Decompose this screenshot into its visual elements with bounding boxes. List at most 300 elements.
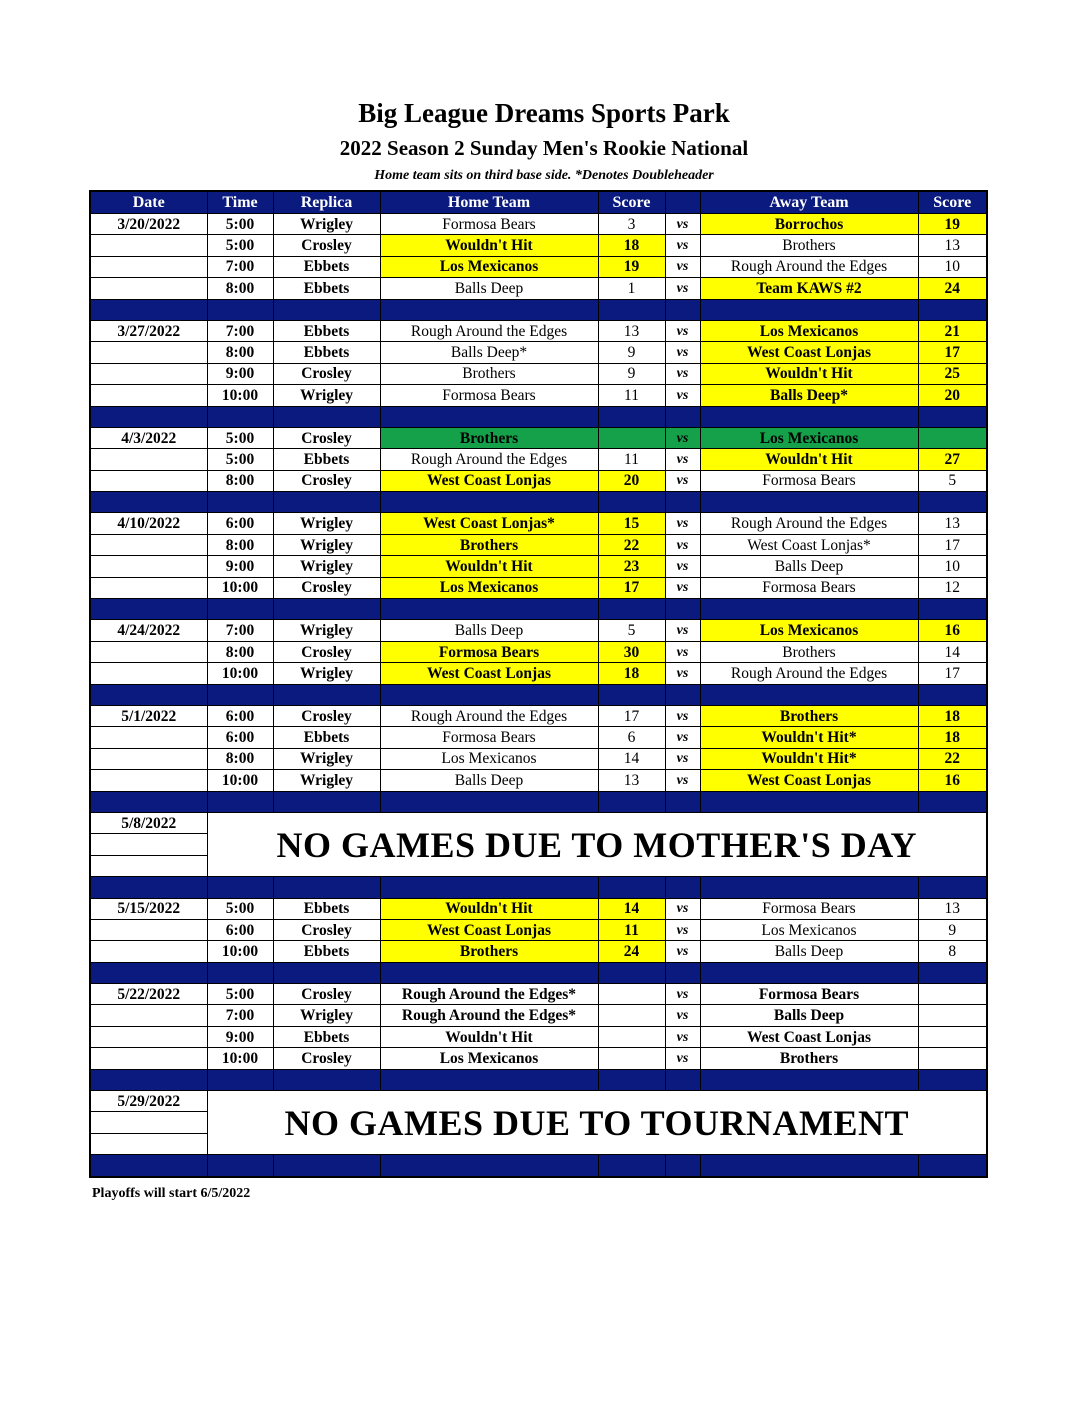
home-score-cell: 11	[598, 449, 665, 470]
date-cell	[90, 363, 207, 384]
date-cell: 4/3/2022	[90, 427, 207, 448]
separator-cell	[90, 877, 207, 898]
away-team-cell: Wouldn't Hit	[700, 363, 918, 384]
replica-cell: Wrigley	[273, 214, 380, 235]
away-score-cell: 18	[918, 705, 987, 726]
separator-cell	[273, 1069, 380, 1090]
separator-cell	[700, 962, 918, 983]
away-team-cell: Balls Deep	[700, 941, 918, 962]
time-cell: 10:00	[207, 941, 273, 962]
home-team-cell: Balls Deep	[380, 278, 598, 299]
separator-cell	[90, 1155, 207, 1177]
replica-cell: Wrigley	[273, 534, 380, 555]
vs-cell: vs	[665, 748, 700, 769]
away-team-cell: Formosa Bears	[700, 898, 918, 919]
home-score-cell	[598, 1026, 665, 1047]
date-cell: 5/29/2022	[90, 1091, 207, 1112]
away-score-cell	[918, 427, 987, 448]
away-score-cell: 24	[918, 278, 987, 299]
separator-cell	[598, 877, 665, 898]
home-score-cell: 6	[598, 727, 665, 748]
separator-cell	[207, 599, 273, 620]
separator-cell	[700, 1155, 918, 1177]
game-row	[90, 235, 987, 256]
game-row	[90, 214, 987, 235]
schedule-table	[89, 190, 988, 1178]
away-team-cell: Wouldn't Hit*	[700, 748, 918, 769]
game-row	[90, 278, 987, 299]
date-cell	[90, 449, 207, 470]
away-score-cell: 10	[918, 256, 987, 277]
separator-cell	[207, 962, 273, 983]
replica-cell: Wrigley	[273, 1005, 380, 1026]
separator-cell	[380, 791, 598, 812]
vs-cell: vs	[665, 705, 700, 726]
home-team-cell: Wouldn't Hit	[380, 1026, 598, 1047]
separator-cell	[918, 406, 987, 427]
separator-cell	[207, 1155, 273, 1177]
home-team-cell: Brothers	[380, 363, 598, 384]
away-score-cell: 18	[918, 727, 987, 748]
separator-cell	[273, 492, 380, 513]
replica-cell: Wrigley	[273, 556, 380, 577]
separator-cell	[273, 299, 380, 320]
home-score-cell: 18	[598, 235, 665, 256]
game-row	[90, 941, 987, 962]
vs-cell: vs	[665, 663, 700, 684]
no-games-row	[90, 812, 987, 833]
separator-cell	[918, 492, 987, 513]
away-score-cell: 17	[918, 534, 987, 555]
home-score-cell: 13	[598, 320, 665, 341]
home-team-cell: West Coast Lonjas*	[380, 513, 598, 534]
vs-cell: vs	[665, 235, 700, 256]
vs-cell: vs	[665, 385, 700, 406]
time-cell: 6:00	[207, 513, 273, 534]
game-row	[90, 470, 987, 491]
away-team-cell: Formosa Bears	[700, 577, 918, 598]
time-cell: 10:00	[207, 1048, 273, 1069]
replica-cell: Crosley	[273, 577, 380, 598]
time-cell: 9:00	[207, 1026, 273, 1047]
away-score-cell	[918, 984, 987, 1005]
separator-cell	[700, 492, 918, 513]
separator-cell	[700, 684, 918, 705]
away-score-cell: 12	[918, 577, 987, 598]
header-away-score: Score	[918, 191, 987, 214]
separator-cell	[598, 492, 665, 513]
game-row	[90, 748, 987, 769]
date-cell: 3/20/2022	[90, 214, 207, 235]
separator-cell	[90, 406, 207, 427]
separator-cell	[90, 684, 207, 705]
away-team-cell: Rough Around the Edges	[700, 256, 918, 277]
away-team-cell: Brothers	[700, 705, 918, 726]
game-row	[90, 427, 987, 448]
replica-cell: Ebbets	[273, 898, 380, 919]
separator-cell	[665, 492, 700, 513]
separator-cell	[918, 791, 987, 812]
game-row	[90, 1026, 987, 1047]
home-score-cell: 23	[598, 556, 665, 577]
date-cell: 5/15/2022	[90, 898, 207, 919]
away-score-cell	[918, 1005, 987, 1026]
home-team-cell: Formosa Bears	[380, 385, 598, 406]
away-team-cell: Wouldn't Hit	[700, 449, 918, 470]
time-cell: 6:00	[207, 919, 273, 940]
vs-cell: vs	[665, 470, 700, 491]
separator-cell	[665, 406, 700, 427]
separator-cell	[380, 599, 598, 620]
game-row	[90, 556, 987, 577]
replica-cell: Crosley	[273, 1048, 380, 1069]
vs-cell: vs	[665, 320, 700, 341]
replica-cell: Ebbets	[273, 727, 380, 748]
separator-cell	[700, 1069, 918, 1090]
away-team-cell: West Coast Lonjas*	[700, 534, 918, 555]
separator-cell	[665, 1069, 700, 1090]
no-games-message: NO GAMES DUE TO MOTHER'S DAY	[207, 812, 987, 876]
vs-cell: vs	[665, 513, 700, 534]
time-cell: 5:00	[207, 449, 273, 470]
game-row	[90, 256, 987, 277]
empty-date-cell	[90, 1112, 207, 1133]
date-cell	[90, 470, 207, 491]
separator-cell	[918, 299, 987, 320]
replica-cell: Crosley	[273, 235, 380, 256]
vs-cell: vs	[665, 1026, 700, 1047]
time-cell: 8:00	[207, 748, 273, 769]
time-cell: 9:00	[207, 556, 273, 577]
separator-cell	[273, 962, 380, 983]
home-score-cell: 17	[598, 705, 665, 726]
home-team-cell: Wouldn't Hit	[380, 235, 598, 256]
separator-cell	[273, 1155, 380, 1177]
away-team-cell: Brothers	[700, 235, 918, 256]
away-team-cell: Formosa Bears	[700, 984, 918, 1005]
home-team-cell: Rough Around the Edges	[380, 705, 598, 726]
vs-cell: vs	[665, 449, 700, 470]
date-cell	[90, 641, 207, 662]
separator-cell	[90, 962, 207, 983]
away-team-cell: West Coast Lonjas	[700, 342, 918, 363]
page-subtitle: 2022 Season 2 Sunday Men's Rookie National	[339, 136, 749, 160]
home-team-cell: Balls Deep	[380, 770, 598, 791]
separator-cell	[598, 1155, 665, 1177]
header-row	[90, 191, 987, 214]
separator-cell	[598, 684, 665, 705]
home-score-cell	[598, 984, 665, 1005]
home-team-cell: Los Mexicanos	[380, 256, 598, 277]
playoffs-note: Playoffs will start 6/5/2022	[92, 1186, 251, 1201]
away-team-cell: Team KAWS #2	[700, 278, 918, 299]
date-cell	[90, 1048, 207, 1069]
away-team-cell: Los Mexicanos	[700, 427, 918, 448]
vs-cell: vs	[665, 620, 700, 641]
away-team-cell: Brothers	[700, 1048, 918, 1069]
separator-cell	[598, 406, 665, 427]
vs-cell: vs	[665, 919, 700, 940]
time-cell: 6:00	[207, 727, 273, 748]
home-score-cell: 18	[598, 663, 665, 684]
vs-cell: vs	[665, 363, 700, 384]
separator-cell	[273, 791, 380, 812]
date-cell	[90, 941, 207, 962]
game-row	[90, 620, 987, 641]
home-score-cell: 14	[598, 748, 665, 769]
separator-cell	[918, 599, 987, 620]
home-team-cell: Brothers	[380, 534, 598, 555]
date-cell	[90, 919, 207, 940]
vs-cell: vs	[665, 1005, 700, 1026]
game-row	[90, 898, 987, 919]
away-team-cell: West Coast Lonjas	[700, 1026, 918, 1047]
vs-cell: vs	[665, 727, 700, 748]
time-cell: 7:00	[207, 620, 273, 641]
game-row	[90, 705, 987, 726]
vs-cell: vs	[665, 577, 700, 598]
date-cell	[90, 342, 207, 363]
replica-cell: Wrigley	[273, 620, 380, 641]
separator-cell	[665, 962, 700, 983]
game-row	[90, 919, 987, 940]
home-score-cell: 11	[598, 385, 665, 406]
time-cell: 5:00	[207, 214, 273, 235]
separator-cell	[665, 684, 700, 705]
separator-cell	[90, 599, 207, 620]
time-cell: 6:00	[207, 705, 273, 726]
away-score-cell: 13	[918, 898, 987, 919]
home-score-cell: 1	[598, 278, 665, 299]
game-row	[90, 513, 987, 534]
replica-cell: Wrigley	[273, 513, 380, 534]
time-cell: 10:00	[207, 385, 273, 406]
separator-cell	[90, 492, 207, 513]
time-cell: 8:00	[207, 534, 273, 555]
separator-row	[90, 684, 987, 705]
away-score-cell: 22	[918, 748, 987, 769]
no-games-message: NO GAMES DUE TO TOURNAMENT	[207, 1091, 987, 1155]
date-cell: 3/27/2022	[90, 320, 207, 341]
vs-cell: vs	[665, 342, 700, 363]
game-row	[90, 1048, 987, 1069]
date-cell: 5/8/2022	[90, 812, 207, 833]
replica-cell: Wrigley	[273, 385, 380, 406]
replica-cell: Ebbets	[273, 278, 380, 299]
replica-cell: Wrigley	[273, 663, 380, 684]
date-cell	[90, 278, 207, 299]
away-team-cell: Los Mexicanos	[700, 320, 918, 341]
header-date: Date	[90, 191, 207, 214]
replica-cell: Wrigley	[273, 770, 380, 791]
separator-cell	[918, 962, 987, 983]
home-score-cell: 19	[598, 256, 665, 277]
separator-cell	[665, 1155, 700, 1177]
game-row	[90, 320, 987, 341]
away-score-cell: 10	[918, 556, 987, 577]
away-team-cell: Balls Deep	[700, 1005, 918, 1026]
replica-cell: Ebbets	[273, 1026, 380, 1047]
page-title: Big League Dreams Sports Park	[358, 98, 730, 128]
separator-cell	[207, 406, 273, 427]
away-score-cell: 17	[918, 663, 987, 684]
separator-cell	[273, 684, 380, 705]
time-cell: 5:00	[207, 427, 273, 448]
time-cell: 8:00	[207, 278, 273, 299]
date-cell	[90, 556, 207, 577]
game-row	[90, 449, 987, 470]
vs-cell: vs	[665, 770, 700, 791]
game-row	[90, 385, 987, 406]
separator-cell	[273, 599, 380, 620]
home-team-cell: Rough Around the Edges	[380, 320, 598, 341]
vs-cell: vs	[665, 984, 700, 1005]
away-score-cell: 16	[918, 620, 987, 641]
time-cell: 10:00	[207, 577, 273, 598]
separator-cell	[700, 299, 918, 320]
separator-cell	[207, 791, 273, 812]
game-row	[90, 1005, 987, 1026]
separator-cell	[207, 299, 273, 320]
home-score-cell: 13	[598, 770, 665, 791]
separator-cell	[665, 599, 700, 620]
separator-row	[90, 599, 987, 620]
game-row	[90, 727, 987, 748]
date-cell	[90, 1026, 207, 1047]
home-score-cell: 15	[598, 513, 665, 534]
separator-cell	[700, 791, 918, 812]
home-team-cell: Rough Around the Edges*	[380, 984, 598, 1005]
home-score-cell: 3	[598, 214, 665, 235]
away-team-cell: Los Mexicanos	[700, 919, 918, 940]
separator-cell	[380, 962, 598, 983]
separator-cell	[665, 791, 700, 812]
home-score-cell: 20	[598, 470, 665, 491]
separator-cell	[918, 1069, 987, 1090]
away-score-cell: 20	[918, 385, 987, 406]
vs-cell: vs	[665, 278, 700, 299]
separator-cell	[598, 299, 665, 320]
separator-cell	[380, 1155, 598, 1177]
empty-date-cell	[90, 855, 207, 876]
date-cell	[90, 748, 207, 769]
empty-date-cell	[90, 1133, 207, 1154]
away-score-cell: 16	[918, 770, 987, 791]
separator-cell	[90, 791, 207, 812]
home-team-cell: Rough Around the Edges*	[380, 1005, 598, 1026]
date-cell	[90, 770, 207, 791]
home-team-cell: Brothers	[380, 941, 598, 962]
time-cell: 9:00	[207, 363, 273, 384]
separator-cell	[90, 1069, 207, 1090]
time-cell: 5:00	[207, 984, 273, 1005]
replica-cell: Ebbets	[273, 256, 380, 277]
away-score-cell: 13	[918, 513, 987, 534]
away-score-cell: 14	[918, 641, 987, 662]
away-score-cell	[918, 1048, 987, 1069]
header-away-team: Away Team	[700, 191, 918, 214]
separator-cell	[665, 299, 700, 320]
game-row	[90, 641, 987, 662]
home-team-cell: Formosa Bears	[380, 641, 598, 662]
away-score-cell: 21	[918, 320, 987, 341]
home-team-cell: Los Mexicanos	[380, 1048, 598, 1069]
home-team-cell: Rough Around the Edges	[380, 449, 598, 470]
vs-cell: vs	[665, 898, 700, 919]
separator-cell	[598, 962, 665, 983]
date-cell	[90, 385, 207, 406]
home-score-cell	[598, 1048, 665, 1069]
home-score-cell	[598, 1005, 665, 1026]
separator-row	[90, 877, 987, 898]
away-score-cell	[918, 1026, 987, 1047]
away-team-cell: Wouldn't Hit*	[700, 727, 918, 748]
away-team-cell: Rough Around the Edges	[700, 663, 918, 684]
date-cell: 4/24/2022	[90, 620, 207, 641]
away-team-cell: Balls Deep*	[700, 385, 918, 406]
separator-row	[90, 299, 987, 320]
away-team-cell: Borrochos	[700, 214, 918, 235]
separator-cell	[918, 684, 987, 705]
vs-cell: vs	[665, 427, 700, 448]
away-team-cell: Balls Deep	[700, 556, 918, 577]
separator-cell	[598, 791, 665, 812]
home-score-cell: 24	[598, 941, 665, 962]
date-cell	[90, 256, 207, 277]
replica-cell: Crosley	[273, 984, 380, 1005]
header-replica: Replica	[273, 191, 380, 214]
away-team-cell: Brothers	[700, 641, 918, 662]
vs-cell: vs	[665, 256, 700, 277]
separator-cell	[700, 599, 918, 620]
separator-row	[90, 1155, 987, 1177]
home-team-cell: Los Mexicanos	[380, 577, 598, 598]
away-score-cell: 19	[918, 214, 987, 235]
game-row	[90, 577, 987, 598]
game-row	[90, 770, 987, 791]
header-home-score: Score	[598, 191, 665, 214]
time-cell: 7:00	[207, 256, 273, 277]
replica-cell: Ebbets	[273, 342, 380, 363]
time-cell: 7:00	[207, 1005, 273, 1026]
replica-cell: Wrigley	[273, 748, 380, 769]
time-cell: 5:00	[207, 235, 273, 256]
date-cell	[90, 1005, 207, 1026]
game-row	[90, 984, 987, 1005]
away-team-cell: Rough Around the Edges	[700, 513, 918, 534]
separator-cell	[380, 1069, 598, 1090]
header-home-team: Home Team	[380, 191, 598, 214]
away-team-cell: Los Mexicanos	[700, 620, 918, 641]
game-row	[90, 534, 987, 555]
home-score-cell: 11	[598, 919, 665, 940]
date-cell: 5/1/2022	[90, 705, 207, 726]
separator-cell	[90, 299, 207, 320]
date-cell	[90, 727, 207, 748]
separator-cell	[273, 877, 380, 898]
time-cell: 8:00	[207, 470, 273, 491]
date-cell	[90, 534, 207, 555]
empty-date-cell	[90, 834, 207, 855]
separator-cell	[700, 877, 918, 898]
header-vs	[665, 191, 700, 214]
date-cell	[90, 577, 207, 598]
separator-cell	[273, 406, 380, 427]
home-score-cell: 30	[598, 641, 665, 662]
home-team-cell: Brothers	[380, 427, 598, 448]
separator-row	[90, 1069, 987, 1090]
home-score-cell	[598, 427, 665, 448]
